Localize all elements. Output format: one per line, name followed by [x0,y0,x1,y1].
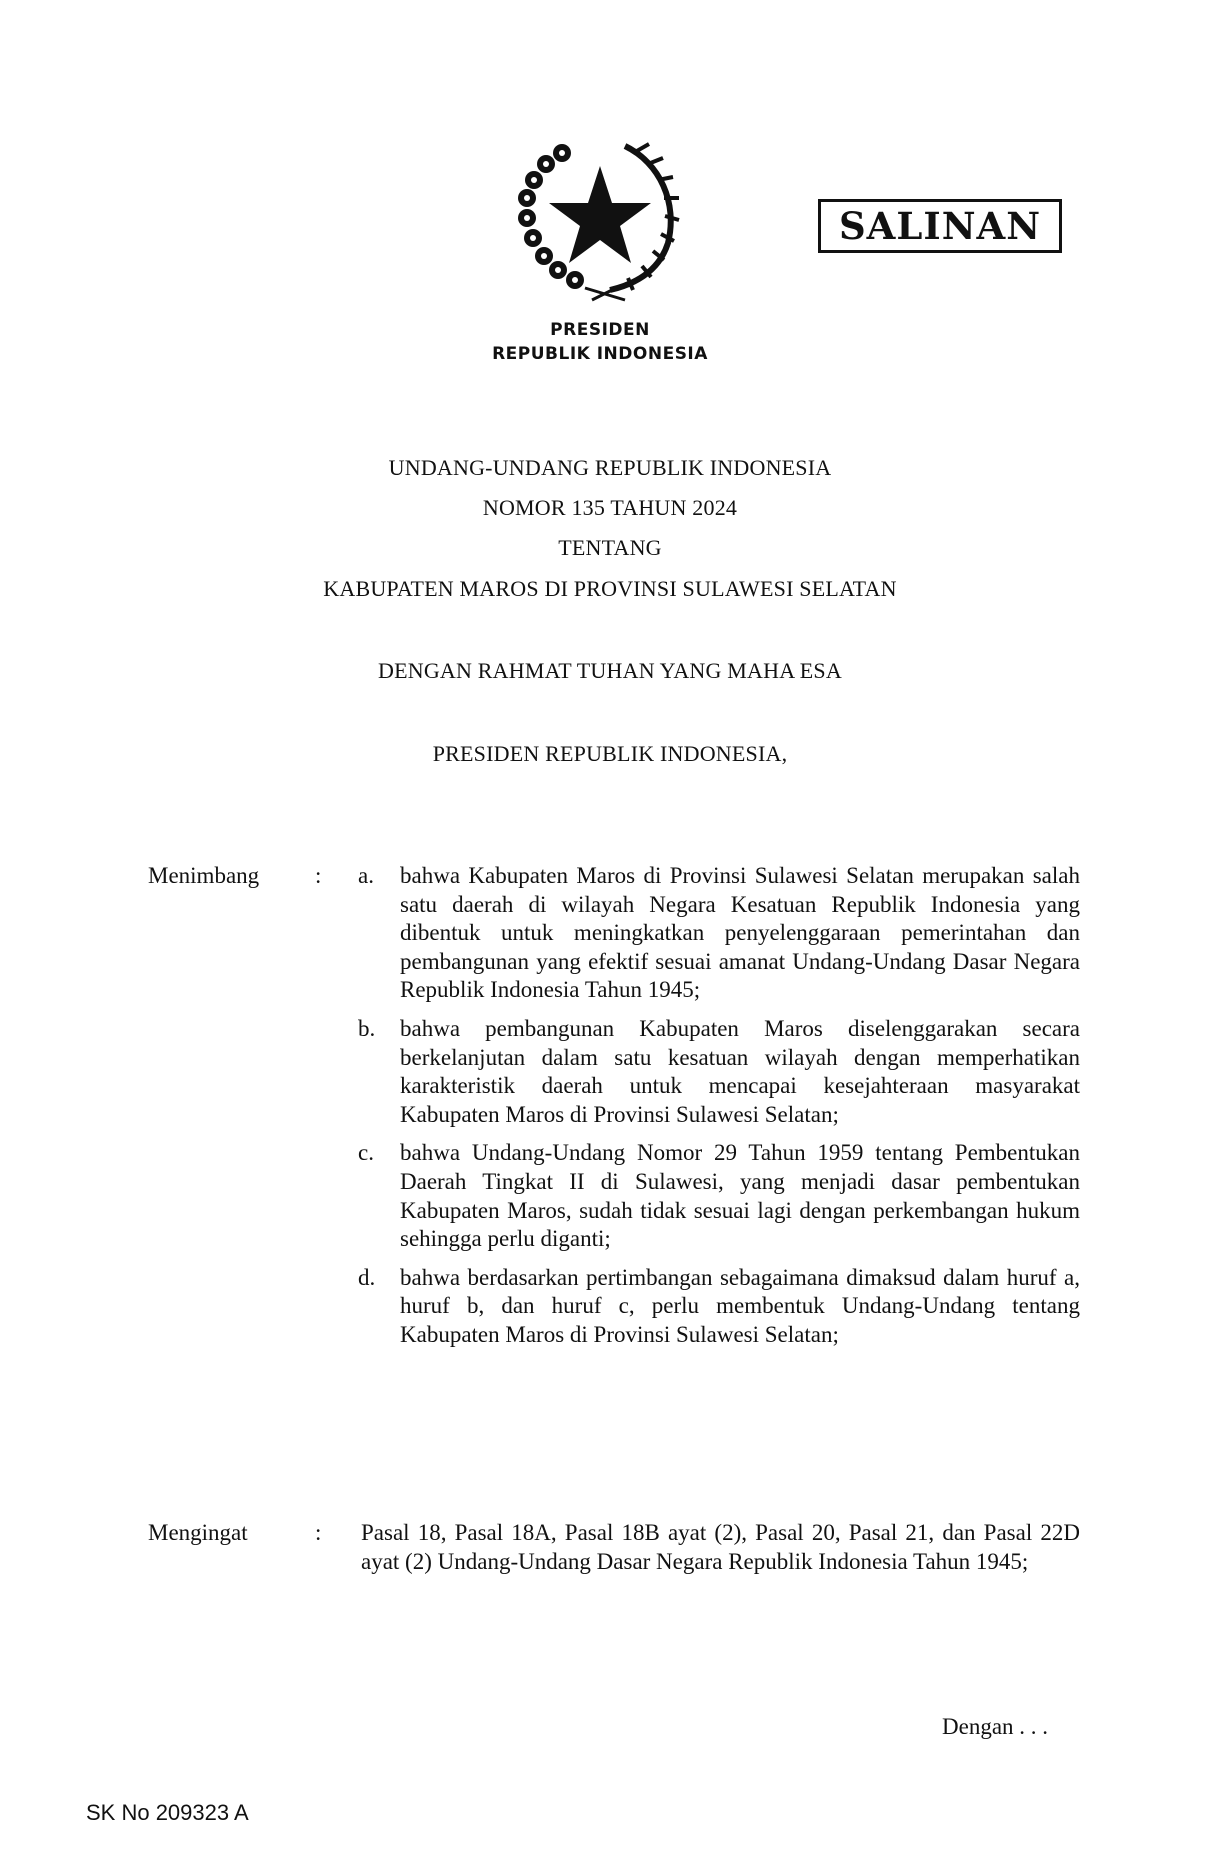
item-text: bahwa berdasarkan pertimbangan sebagaimana dimaksud dalam huruf a, huruf b, dan huruf c, perlu membentuk Undang-Undang tentang Kabupaten Maros di Provinsi Sulawesi Selatan; [400,1264,1080,1347]
president-line-2: REPUBLIK INDONESIA [492,344,708,364]
menimbang-item-b [358,1015,1080,1129]
item-letter: c. [358,1140,374,1166]
page-continuation: Dengan . . . [942,1714,1049,1739]
item-letter: b. [358,1015,376,1041]
mengingat-text: Pasal 18, Pasal 18A, Pasal 18B ayat (2), Pasal 20, Pasal 21, dan Pasal 22D ayat (2) Undang-Undang Dasar Negara Republik Indonesia Tahun 1945; [361,1520,1080,1574]
item-letter: a. [358,863,374,888]
mengingat-section [148,1519,1080,1619]
menimbang-label: Menimbang [148,863,260,888]
mengingat-label: Mengingat [148,1520,248,1545]
menimbang-item-a [358,862,1080,1005]
menimbang-item-d [358,1264,1080,1350]
invocation-line: DENGAN RAHMAT TUHAN YANG MAHA ESA [378,658,842,683]
sk-number: SK No 209323 A [86,1800,249,1825]
president-line-1: PRESIDEN [550,320,650,340]
president-heading [440,318,760,366]
law-number-heading: NOMOR 135 TAHUN 2024 [482,495,738,520]
about-heading: TENTANG [558,535,662,560]
item-text: bahwa pembangunan Kabupaten Maros diselenggarakan secara berkelanjutan dalam satu kesatuan wilayah dengan memperhatikan karakteristik daerah untuk mencapai kesejahteraan masyarakat Kabupaten Maros di Provinsi Sulawesi Selatan; [400,1015,1080,1127]
item-text: bahwa Kabupaten Maros di Provinsi Sulawesi Selatan merupakan salah satu daerah di wilayah Negara Kesatuan Republik Indonesia yang dibentuk untuk meningkatkan penyelenggaraan pemerintahan dan pembangunan yang efektif sesuai amanat Undang-Undang Dasar Negara Republik Indonesia Tahun 1945; [400,863,1080,1003]
menimbang-item-c [358,1139,1080,1253]
mengingat-colon: : [315,1520,322,1545]
menimbang-section [148,862,1080,1462]
menimbang-colon: : [315,863,322,888]
law-type-heading: UNDANG-UNDANG REPUBLIK INDONESIA [388,455,832,480]
salinan-stamp: SALINAN [818,199,1062,253]
issuer-line: PRESIDEN REPUBLIK INDONESIA, [432,741,788,766]
item-text: bahwa Undang-Undang Nomor 29 Tahun 1959 tentang Pembentukan Daerah Tingkat II di Sulawesi, yang menjadi dasar pembentukan Kabupaten Maros, sudah tidak sesuai lagi dengan perkembangan hukum sehingga perlu diganti; [400,1140,1080,1252]
menimbang-list [358,862,1080,1360]
item-letter: d. [358,1264,376,1290]
law-subject-heading: KABUPATEN MAROS DI PROVINSI SULAWESI SELATAN [323,576,897,601]
presidential-seal-icon [500,128,700,303]
